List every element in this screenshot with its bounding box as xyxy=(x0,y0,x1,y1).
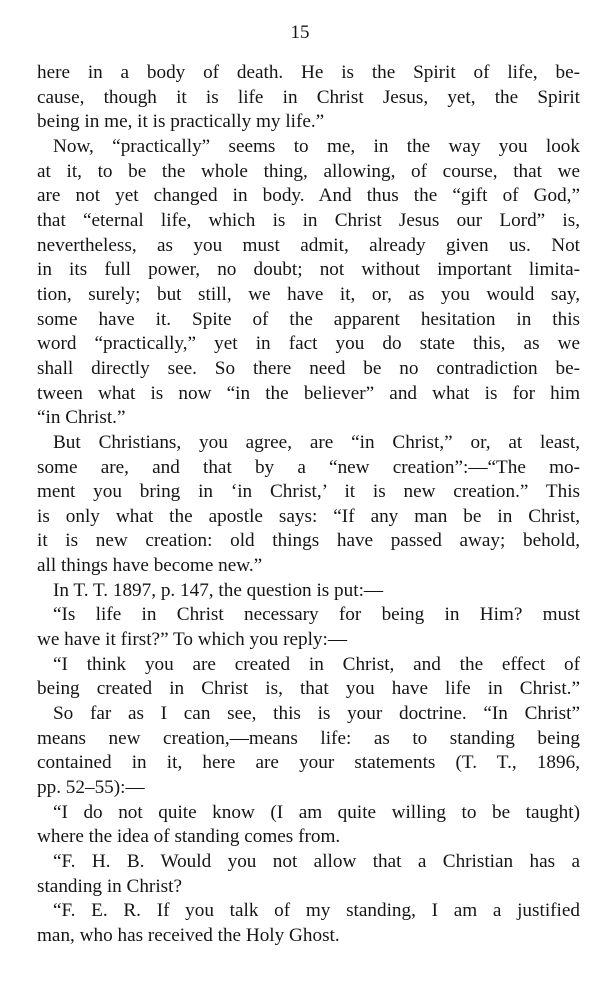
text-line: cause, though it is life in Christ Jesus, yet, the Spirit xyxy=(37,86,580,108)
text-line: standing in Christ? xyxy=(37,875,182,897)
text-line: in its full power, no doubt; not without important limita- xyxy=(37,259,580,281)
text-line: being created in Christ is, that you have life in Christ.” xyxy=(37,678,580,700)
text-line: contained in it, here are your statements (T. T., 1896, xyxy=(37,752,580,774)
text-line: tween what is now “in the believer” and what is for him xyxy=(37,382,580,404)
body-text xyxy=(37,61,580,949)
text-line: some are, and that by a “new creation”:—“The mo- xyxy=(37,456,580,478)
text-line: In T. T. 1897, p. 147, the question is put:— xyxy=(53,579,384,601)
text-line: But Christians, you agree, are “in Christ,” or, at least, xyxy=(53,431,580,453)
text-line: means new creation,—means life: as to standing being xyxy=(37,727,580,749)
text-line: we have it first?” To which you reply:— xyxy=(37,629,348,651)
text-line: “in Christ.” xyxy=(37,407,126,429)
text-line: being in me, it is practically my life.” xyxy=(37,111,325,133)
text-line: So far as I can see, this is your doctrine. “In Christ” xyxy=(53,703,580,725)
text-line: that “eternal life, which is in Christ Jesus our Lord” is, xyxy=(37,209,580,231)
text-line: word “practically,” yet in fact you do state this, as we xyxy=(37,333,580,355)
text-line: pp. 52–55):— xyxy=(37,777,145,799)
text-line: shall directly see. So there need be no contradiction be- xyxy=(37,357,580,379)
text-line: “Is life in Christ necessary for being in Him? must xyxy=(53,604,580,626)
text-line: at it, to be the whole thing, allowing, of course, that we xyxy=(37,160,580,182)
page-number: 15 xyxy=(290,22,310,43)
text-line: “I think you are created in Christ, and the effect of xyxy=(53,653,580,675)
text-line: “F. H. B. Would you not allow that a Christian has a xyxy=(53,851,580,872)
text-line: all things have become new.” xyxy=(37,555,263,577)
text-line: are not yet changed in body. And thus the “gift of God,” xyxy=(37,185,580,207)
text-line: is only what the apostle says: “If any man be in Christ, xyxy=(37,505,580,527)
text-line: nevertheless, as you must admit, already given us. Not xyxy=(37,234,580,256)
text-line: where the idea of standing comes from. xyxy=(37,826,341,848)
text-line: here in a body of death. He is the Spirit of life, be- xyxy=(37,62,580,83)
text-line: tion, surely; but still, we have it, or, as you would say, xyxy=(37,283,580,305)
text-line: man, who has received the Holy Ghost. xyxy=(37,924,340,946)
text-line: Now, “practically” seems to me, in the way you look xyxy=(53,135,580,157)
text-line: some have it. Spite of the apparent hesitation in this xyxy=(37,308,580,330)
text-line: “I do not quite know (I am quite willing to be taught) xyxy=(53,801,580,823)
text-line: “F. E. R. If you talk of my standing, I am a justified xyxy=(53,900,580,922)
text-line: ment you bring in ‘in Christ,’ it is new creation.” This xyxy=(37,481,580,503)
text-line: it is new creation: old things have passed away; behold, xyxy=(37,530,580,552)
